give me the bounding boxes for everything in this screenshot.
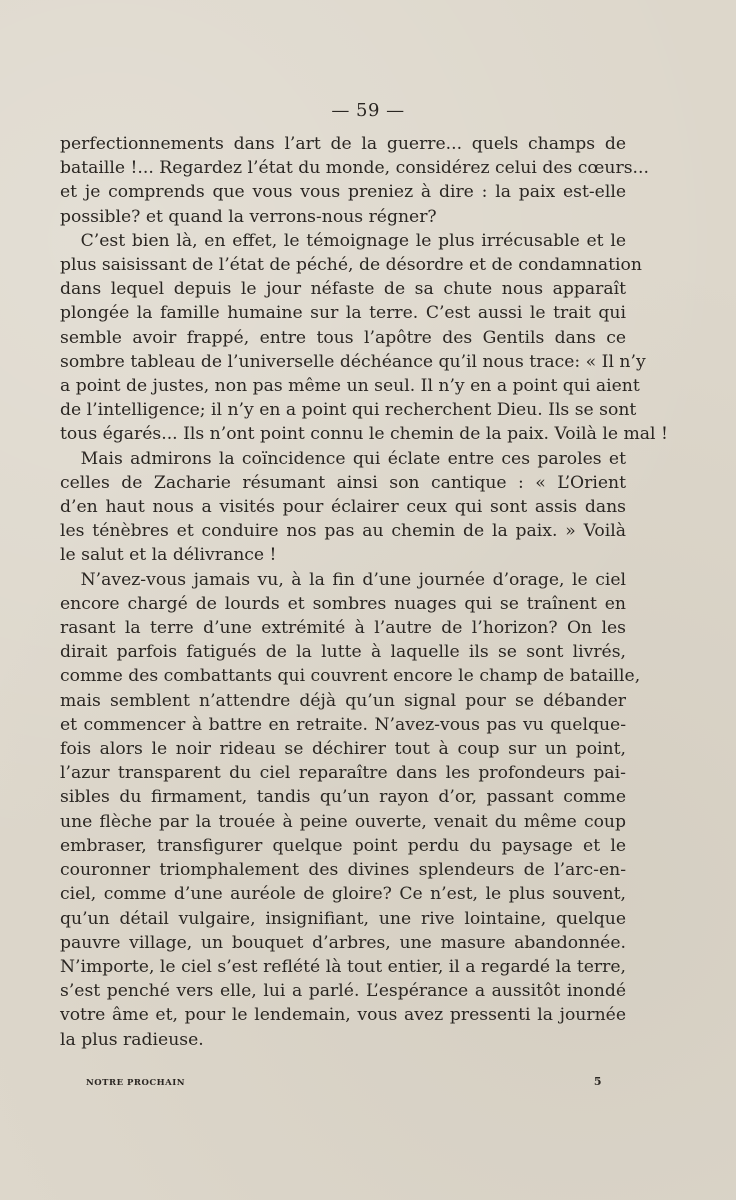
paragraph-2 — [60, 229, 668, 447]
text-line: et je comprends que vous vous preniez à dire : la paix est-elle — [60, 182, 626, 203]
paragraph-4 — [60, 568, 641, 1052]
text-line: couronner triomphalement des divines splendeurs de l’arc-en- — [60, 860, 626, 881]
text-line: une flèche par la trouée à peine ouverte, venait du même coup — [60, 811, 626, 832]
text-line: dans lequel depuis le jour néfaste de sa chute nous apparaît — [60, 279, 626, 300]
text-line: comme des combattants qui couvrent encore le champ de bataille, — [60, 666, 641, 687]
page-number: — 59 — — [331, 100, 405, 121]
text-line: rasant la terre d’une extrémité à l’autre de l’horizon? On les — [60, 618, 626, 639]
text-line: tous égarés... Ils n’ont point connu le chemin de la paix. Voilà le mal ! — [60, 424, 668, 445]
text-line: la plus radieuse. — [60, 1029, 204, 1050]
signature-text: NOTRE PROCHAIN — [86, 1078, 185, 1088]
text-line: Mais admirons la coïncidence qui éclate entre ces paroles et — [80, 448, 626, 469]
text-line: dirait parfois fatigués de la lutte à laquelle ils se sont livrés, — [60, 642, 626, 663]
text-line: sibles du firmament, tandis qu’un rayon d’or, passant comme — [60, 787, 626, 808]
text-line: le salut et la délivrance ! — [60, 545, 277, 566]
text-line: de l’intelligence; il n’y en a point qui recherchent Dieu. Ils se sont — [60, 400, 637, 421]
text-line: s’est penché vers elle, lui a parlé. L’espérance a aussitôt inondé — [60, 981, 626, 1002]
page-footer — [86, 1075, 602, 1088]
text-line: N’avez-vous jamais vu, à la fin d’une journée d’orage, le ciel — [80, 569, 626, 590]
text-line: d’en haut nous a visités pour éclairer ceux qui sont assis dans — [60, 497, 626, 518]
text-line: perfectionnements dans l’art de la guerre... quels champs de — [60, 134, 626, 154]
text-line: a point de justes, non pas même un seul. Il n’y en a point qui aient — [60, 376, 640, 397]
text-line: C’est bien là, en effet, le témoignage le plus irrécusable et le — [80, 230, 626, 251]
text-line: possible? et quand la verrons-nous régner? — [60, 206, 437, 227]
text-line: l’azur transparent du ciel reparaître dans les profondeurs pai- — [60, 763, 626, 784]
text-line: et commencer à battre en retraite. N’avez-vous pas vu quelque- — [60, 714, 626, 735]
text-line: plus saisissant de l’état de péché, de désordre et de condamnation — [60, 255, 642, 276]
text-line: mais semblent n’attendre déjà qu’un signal pour se débander — [60, 690, 626, 711]
signature-number: 5 — [593, 1075, 602, 1088]
text-line: bataille !... Regardez l’état du monde, considérez celui des cœurs... — [60, 158, 649, 179]
text-line: ciel, comme d’une auréole de gloire? Ce n’est, le plus souvent, — [60, 884, 626, 905]
text-line: qu’un détail vulgaire, insignifiant, une rive lointaine, quelque — [60, 908, 626, 929]
text-line: sombre tableau de l’universelle déchéance qu’il nous trace: « Il n’y — [60, 351, 646, 372]
text-line: votre âme et, pour le lendemain, vous avez pressenti la journée — [60, 1005, 626, 1026]
body-text — [60, 132, 668, 1052]
text-line: fois alors le noir rideau se déchirer tout à coup sur un point, — [60, 739, 626, 760]
paragraph-3 — [60, 447, 626, 568]
text-line: celles de Zacharie résumant ainsi son cantique : « L’Orient — [60, 472, 626, 493]
text-line: encore chargé de lourds et sombres nuages qui se traînent en — [60, 593, 626, 614]
text-line: semble avoir frappé, entre tous l’apôtre des Gentils dans ce — [60, 327, 626, 348]
text-line: pauvre village, un bouquet d’arbres, une masure abandonnée. — [60, 932, 626, 953]
paragraph-1 — [60, 132, 649, 229]
text-line: les ténèbres et conduire nos pas au chemin de la paix. » Voilà — [60, 521, 626, 542]
text-line: N’importe, le ciel s’est reflété là tout entier, il a regardé la terre, — [60, 956, 626, 977]
text-line: plongée la famille humaine sur la terre. C’est aussi le trait qui — [60, 303, 626, 324]
text-line: embraser, transfigurer quelque point perdu du paysage et le — [60, 835, 626, 856]
